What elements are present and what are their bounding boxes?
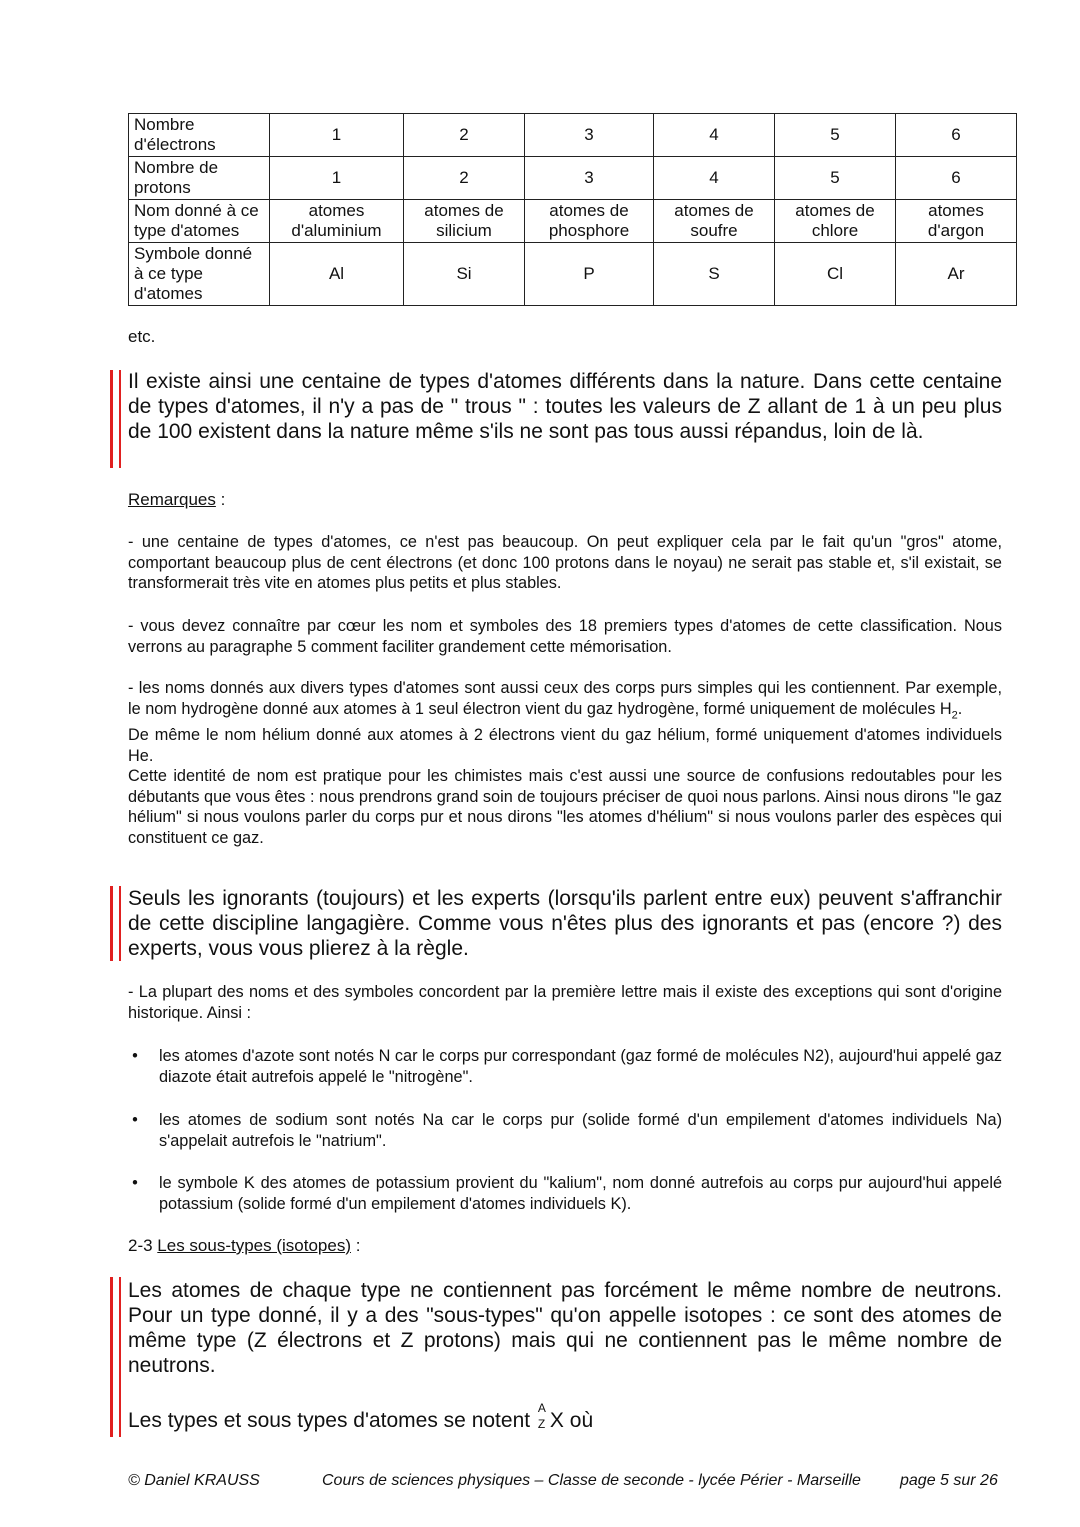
notation-end: où [563, 1409, 594, 1432]
bullet-icon: • [132, 1047, 138, 1065]
table-cell: atomes de silicium [404, 200, 525, 243]
remarque-1: - une centaine de types d'atomes, ce n'est pas beaucoup. On peut expliquer cela par le fait qu'un "gros" atome, comportant beaucoup plus de cent électrons (et donc 100 protons dans le noyau) ne serait pas stable et, s'il existait, se transformerait très vite en atomes plus petits et plus stables. [128, 533, 1002, 592]
remarque-4: - La plupart des noms et des symboles concordent par la première lettre mais il existe des exceptions qui sont d'origine historique. Ainsi : [128, 983, 1002, 1022]
table-row [129, 243, 1017, 306]
row-header: Nombre d'électrons [129, 114, 270, 157]
highlight-bar [110, 1277, 121, 1437]
bullet-icon: • [132, 1111, 138, 1129]
table-cell: 1 [270, 114, 404, 157]
table-row [129, 114, 1017, 157]
table-cell: S [654, 243, 775, 306]
table-cell: 4 [654, 157, 775, 200]
section-number: 2-3 [128, 1236, 158, 1255]
remarque-3a [128, 678, 1002, 725]
table-cell: P [525, 243, 654, 306]
element-symbol: X [549, 1409, 564, 1432]
h2-subscript: 2 [951, 708, 958, 721]
remarques-colon: : [215, 490, 226, 509]
remarque-3a-text: - les noms donnés aux divers types d'atomes sont aussi ceux des corps purs simples qui les contiennent. Par exemple, le nom hydrogène donné aux atomes à 1 seul électron vient du gaz hydrogène, formé uniquement de molécules H [128, 679, 1002, 718]
section-title: Les sous-types (isotopes) [157, 1236, 351, 1255]
nuclide-notation [536, 1401, 550, 1431]
paragraph-ignorants: Seuls les ignorants (toujours) et les experts (lorsqu'ils parlent entre eux) peuvent s'affranchir de cette discipline langagière. Comme vous n'êtes plus des ignorants et pas (encore ?) des experts, vous vous plierez à la règle. [128, 887, 1002, 960]
paragraph-centaine: Il existe ainsi une centaine de types d'atomes différents dans la nature. Dans cette centaine de types d'atomes, il n'y a pas de " trous " : toutes les valeurs de Z allant de 1 à un peu plus de 100 existent dans la nature même s'ils ne sont pas tous aussi répandus, loin de là. [128, 370, 1002, 443]
paragraph-isotopes: Les atomes de chaque type ne contiennent pas forcément le même nombre de neutrons. Pour un type donné, il y a des "sous-types" qu'on appelle isotopes : ce sont des atomes de même type (Z électrons et Z protons) mais qui ne contiennent pas le même nombre de neutrons. [128, 1279, 1002, 1377]
row-header: Nom donné à ce type d'atomes [129, 200, 270, 243]
highlight-bar [110, 886, 121, 961]
atomic-number-symbol: Z [537, 1417, 546, 1431]
table-cell: Si [404, 243, 525, 306]
table-cell: Ar [896, 243, 1017, 306]
remarque-3b: De même le nom hélium donné aux atomes à 2 électrons vient du gaz hélium, formé uniquement d'atomes individuels He. [128, 726, 1002, 765]
table-row [129, 157, 1017, 200]
row-header: Nombre de protons [129, 157, 270, 200]
bullet-text: les atomes de sodium sont notés Na car le corps pur (solide formé d'un empilement d'atomes individuels Na) s'appelait autrefois le "natrium". [159, 1111, 1002, 1150]
highlight-bar [110, 370, 121, 468]
table-cell: 1 [270, 157, 404, 200]
mass-number-symbol: A [537, 1401, 546, 1415]
section-colon: : [351, 1236, 361, 1255]
table-cell: atomes de chlore [775, 200, 896, 243]
table-cell: 5 [775, 114, 896, 157]
table-cell: atomes de phosphore [525, 200, 654, 243]
row-header: Symbole donné à ce type d'atomes [129, 243, 270, 306]
table-cell: 6 [896, 114, 1017, 157]
table-cell: Cl [775, 243, 896, 306]
table-cell: atomes d'argon [896, 200, 1017, 243]
remarque-3a-end: . [957, 699, 963, 718]
table-cell: atomes d'aluminium [270, 200, 404, 243]
table-cell: 6 [896, 157, 1017, 200]
atoms-table [128, 113, 1017, 306]
table-cell: atomes de soufre [654, 200, 775, 243]
bullet-icon: • [132, 1174, 138, 1192]
remarque-3c: Cette identité de nom est pratique pour les chimistes mais c'est aussi une source de confusions redoutables pour les débutants que vous êtes : nous prendrons grand soin de toujours préciser de quoi nous parlons. Ainsi nous dirons "le gaz hélium" si nous voulons parler du corps pur et nous dirons "les atomes d'hélium" si nous voulons parler des espèces qui constituent ce gaz. [128, 767, 1002, 847]
notation-line [128, 1401, 1002, 1433]
bullet-text: les atomes d'azote sont notés N car le corps pur correspondant (gaz formé de molécules N2), aujourd'hui appelé gaz diazote était autrefois appelé le "nitrogène". [159, 1047, 1002, 1086]
table-row [129, 200, 1017, 243]
etc-text: etc. [128, 327, 156, 346]
table-cell: 3 [525, 157, 654, 200]
remarques-heading [128, 490, 1002, 510]
remarques-title: Remarques [128, 490, 216, 509]
remarque-3 [128, 678, 1002, 848]
footer-course: Cours de sciences physiques – Classe de seconde - lycée Périer - Marseille [322, 1472, 861, 1489]
notation-text: Les types et sous types d'atomes se notent [128, 1409, 536, 1432]
table-cell: 3 [525, 114, 654, 157]
table-cell: 2 [404, 157, 525, 200]
bullet-text: le symbole K des atomes de potassium provient du "kalium", nom donné autrefois au corps pur aujourd'hui appelé potassium (solide formé d'un empilement d'atomes individuels K). [159, 1174, 1002, 1213]
table-cell: 4 [654, 114, 775, 157]
table-cell: 2 [404, 114, 525, 157]
footer-author: © Daniel KRAUSS [128, 1472, 260, 1489]
footer-page: page 5 sur 26 [900, 1472, 998, 1489]
remarque-2: - vous devez connaître par cœur les nom et symboles des 18 premiers types d'atomes de cette classification. Nous verrons au paragraphe 5 comment faciliter grandement cette mémorisation. [128, 617, 1002, 656]
table-cell: Al [270, 243, 404, 306]
table-cell: 5 [775, 157, 896, 200]
section-heading [128, 1236, 1002, 1256]
